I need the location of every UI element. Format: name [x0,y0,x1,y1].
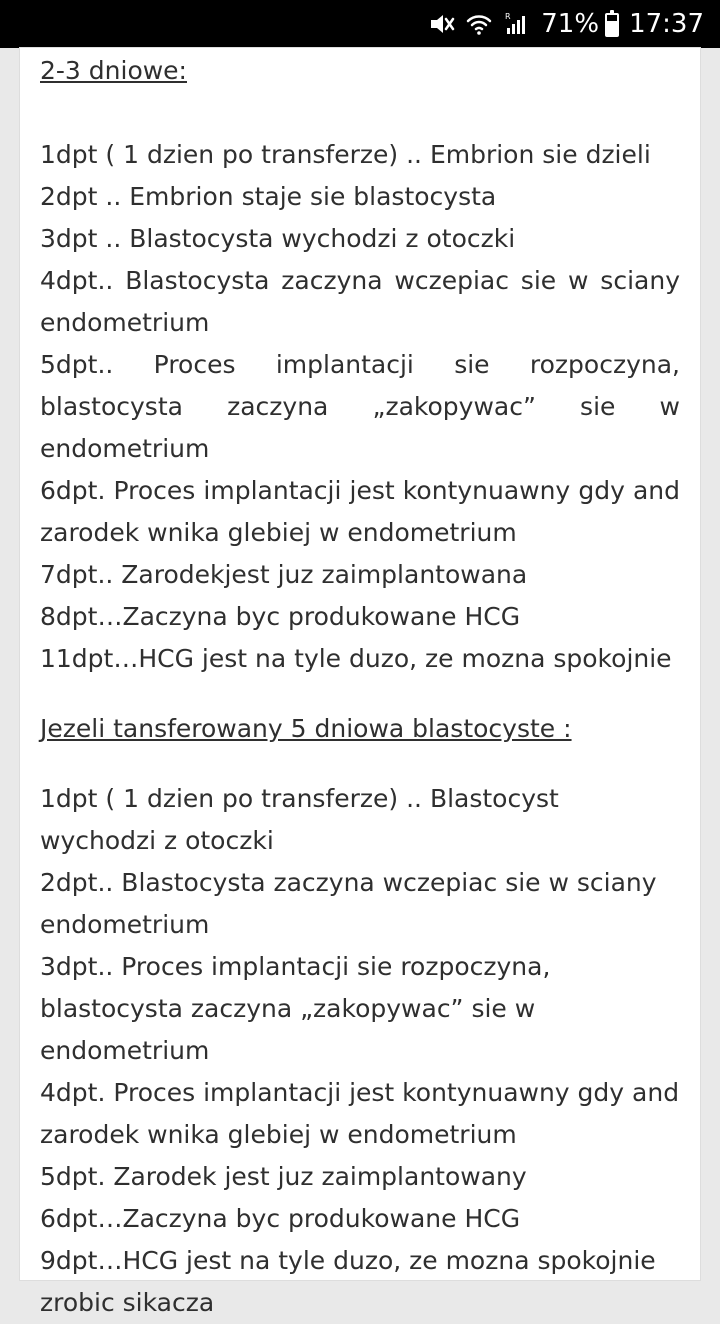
list-item: 4dpt. Proces implantacji jest kontynuawny gdy and zarodek wnika glebiej w endometrium [40,1078,680,1149]
list-item: 6dpt. Proces implantacji jest kontynuawny gdy and zarodek wnika glebiej w endometrium [40,476,680,547]
list-item: 5dpt. Zarodek jest juz zaimplantowany [40,1162,527,1191]
list-item: 9dpt…HCG jest na tyle duzo, ze mozna spokojnie zrobic sikacza [40,1246,656,1317]
list-item: 11dpt…HCG jest na tyle duzo, ze mozna spokojnie [40,644,672,673]
list-item: 3dpt.. Proces implantacji sie rozpoczyna, blastocysta zaczyna „zakopywac” sie w endometrium [40,952,551,1065]
battery-percentage: 71% [541,9,600,39]
battery-icon [605,13,619,37]
page-card [20,48,700,1317]
list-item: 5dpt.. Proces implantacji sie rozpoczyna, blastocysta zaczyna „zakopywac” sie w endometrium [40,350,680,463]
section-list-5-day [40,778,680,1324]
section-heading-5-day: Jezeli tansferowany 5 dniowa blastocyste : [40,714,572,743]
section-heading-2-3-day: 2-3 dniowe: [40,56,187,85]
list-item: 6dpt…Zaczyna byc produkowane HCG [40,1204,521,1233]
battery-status [541,11,619,37]
spacer [40,92,680,134]
section-list-2-3-day [40,134,680,680]
list-item: 2dpt.. Blastocysta zaczyna wczepiac sie w sciany endometrium [40,868,657,939]
status-icons [427,0,704,48]
list-item: 2dpt .. Embrion staje sie blastocysta [40,182,497,211]
status-bar [0,0,720,48]
list-item: 8dpt…Zaczyna byc produkowane HCG [40,602,521,631]
wifi-icon [465,10,493,38]
clock: 17:37 [629,9,704,39]
signal-icon [503,10,531,38]
spacer [40,680,680,708]
list-item: 7dpt.. Zarodekjest juz zaimplantowana [40,560,528,589]
list-item: 1dpt ( 1 dzien po transferze) .. Embrion sie dzieli [40,140,651,169]
list-item: 1dpt ( 1 dzien po transferze) .. Blastocyst wychodzi z otoczki [40,784,559,855]
article-content [20,50,700,1324]
battery-level [607,21,617,35]
spacer [40,750,680,778]
list-item: 3dpt .. Blastocysta wychodzi z otoczki [40,224,516,253]
list-item: 4dpt.. Blastocysta zaczyna wczepiac sie w sciany endometrium [40,266,680,337]
mute-icon [427,10,455,38]
svg-text:R: R [505,12,511,21]
